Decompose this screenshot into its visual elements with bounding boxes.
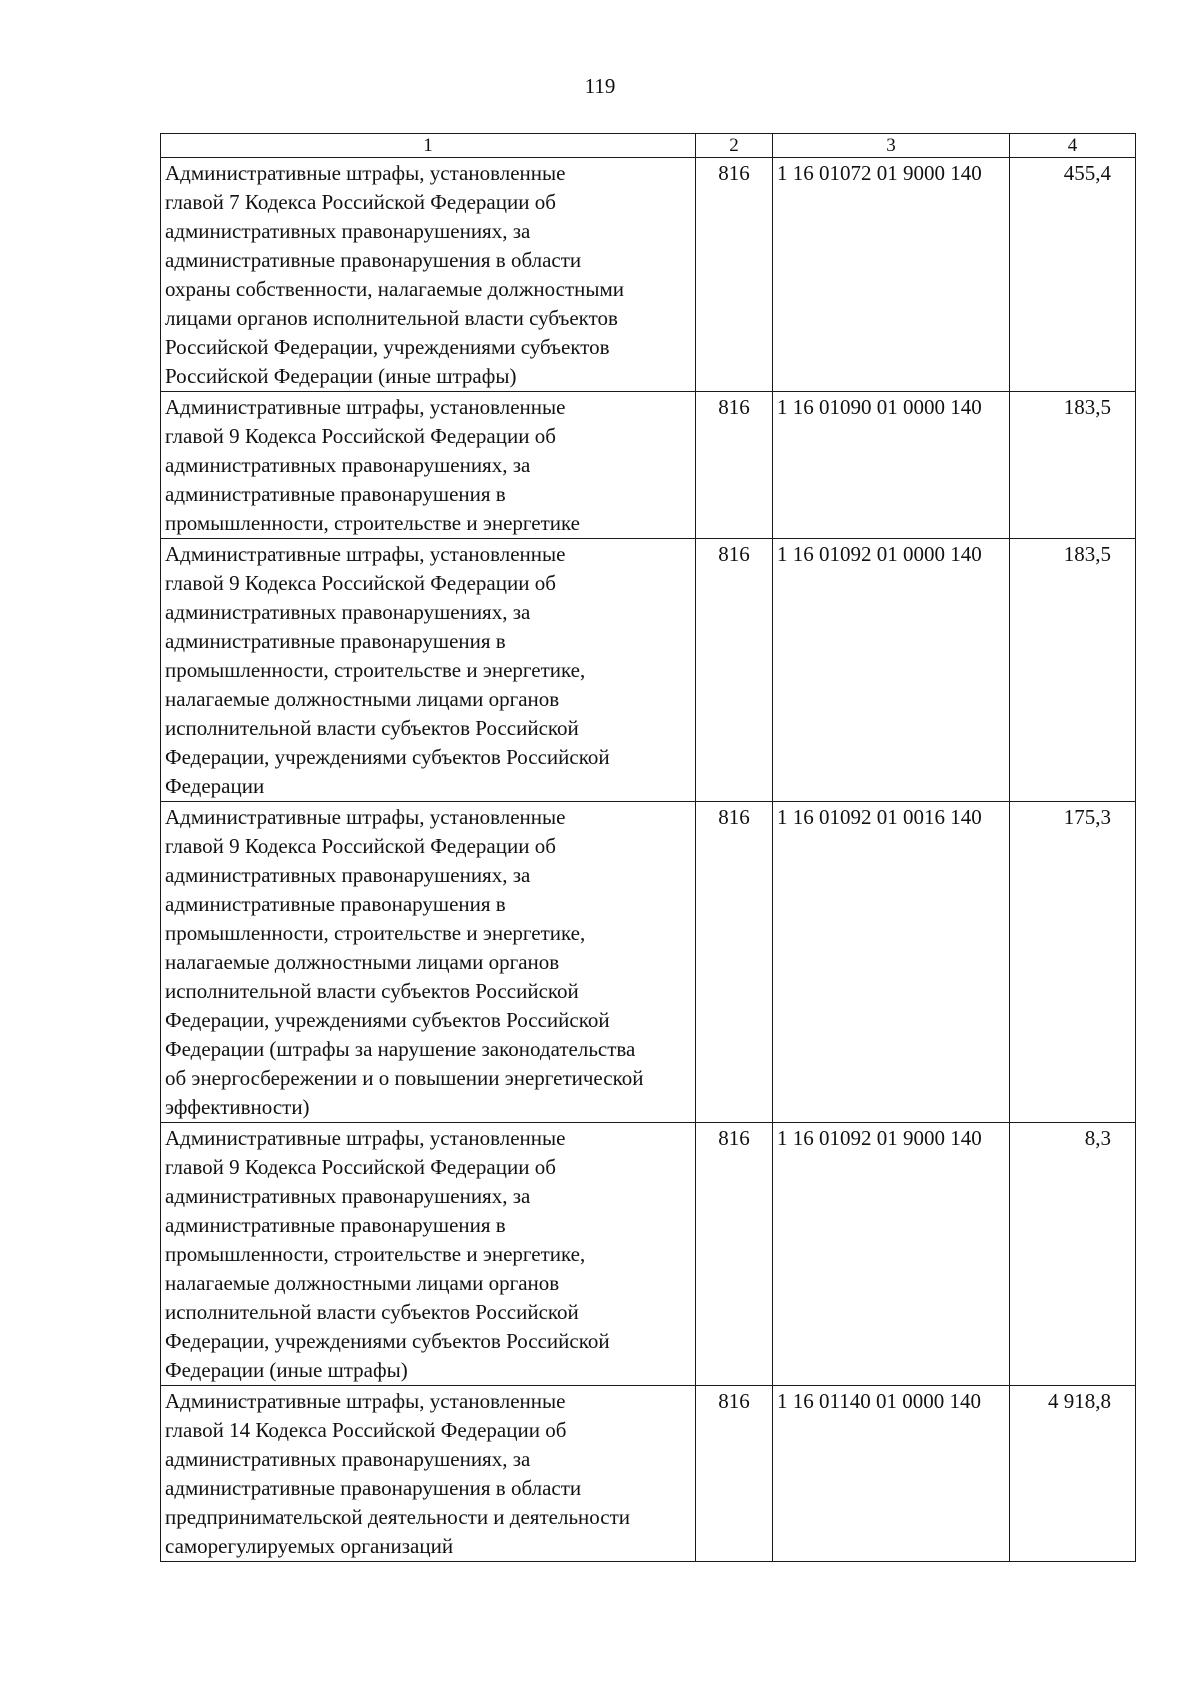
description-line: главой 14 Кодекса Российской Федерации об [165,1418,567,1442]
row-description [161,392,696,539]
column-header-4: 4 [1010,134,1136,158]
table-row [161,158,1136,392]
description-line: промышленности, строительстве и энергетике, [165,658,586,682]
column-header-3: 3 [773,134,1010,158]
description-line: промышленности, строительстве и энергетике [165,511,580,535]
description-line: исполнительной власти субъектов Российской [165,1300,579,1324]
row-amount: 183,5 [1010,539,1136,802]
description-line: административных правонарушениях, за [165,219,531,243]
row-budget-code: 1 16 01092 01 0000 140 [773,539,1010,802]
row-amount: 455,4 [1010,158,1136,392]
description-line: административные правонарушения в области [165,248,582,272]
description-line: административные правонарушения в [165,629,506,653]
description-line: главой 9 Кодекса Российской Федерации об [165,834,556,858]
description-line: административные правонарушения в [165,892,506,916]
table-header-row [161,134,1136,158]
row-amount: 183,5 [1010,392,1136,539]
description-line: Российской Федерации, учреждениями субъектов [165,335,610,359]
description-line: Федерации, учреждениями субъектов Российской [165,1008,610,1032]
description-line: главой 9 Кодекса Российской Федерации об [165,424,556,448]
description-line: исполнительной власти субъектов Российской [165,716,579,740]
budget-table [160,133,1136,1562]
description-line: административные правонарушения в [165,1213,506,1237]
description-line: промышленности, строительстве и энергетике, [165,921,586,945]
description-line: административных правонарушениях, за [165,1184,531,1208]
description-line: административных правонарушениях, за [165,1447,531,1471]
description-line: административные правонарушения в области [165,1476,582,1500]
description-line: Российской Федерации (иные штрафы) [165,364,517,388]
table-row [161,1386,1136,1562]
row-admin-code: 816 [696,1386,773,1562]
row-budget-code: 1 16 01092 01 9000 140 [773,1123,1010,1386]
row-description [161,158,696,392]
row-budget-code: 1 16 01090 01 0000 140 [773,392,1010,539]
description-line: административные правонарушения в [165,482,506,506]
description-line: Административные штрафы, установленные [165,542,566,566]
description-line: промышленности, строительстве и энергетике, [165,1242,586,1266]
row-description [161,1123,696,1386]
description-line: Федерации, учреждениями субъектов Российской [165,1329,610,1353]
description-line: охраны собственности, налагаемые должностными [165,277,625,301]
row-description [161,802,696,1123]
row-admin-code: 816 [696,539,773,802]
column-header-1: 1 [161,134,696,158]
description-line: главой 9 Кодекса Российской Федерации об [165,571,556,595]
description-line: исполнительной власти субъектов Российской [165,979,579,1003]
description-line: налагаемые должностными лицами органов [165,1271,560,1295]
row-admin-code: 816 [696,802,773,1123]
description-line: Административные штрафы, установленные [165,395,566,419]
row-admin-code: 816 [696,392,773,539]
description-line: Административные штрафы, установленные [165,1126,566,1150]
row-budget-code: 1 16 01140 01 0000 140 [773,1386,1010,1562]
description-line: лицами органов исполнительной власти субъектов [165,306,618,330]
description-line: эффективности) [165,1095,310,1119]
row-amount: 4 918,8 [1010,1386,1136,1562]
table-row [161,539,1136,802]
description-line: Федерации (штрафы за нарушение законодательства [165,1037,636,1061]
description-line: административных правонарушениях, за [165,600,531,624]
row-amount: 175,3 [1010,802,1136,1123]
description-line: Федерации (иные штрафы) [165,1358,408,1382]
table-row [161,802,1136,1123]
table-row [161,392,1136,539]
row-admin-code: 816 [696,1123,773,1386]
row-admin-code: 816 [696,158,773,392]
description-line: налагаемые должностными лицами органов [165,687,560,711]
description-line: административных правонарушениях, за [165,863,531,887]
row-description [161,1386,696,1562]
description-line: административных правонарушениях, за [165,453,531,477]
description-line: Федерации [165,774,265,798]
description-line: Административные штрафы, установленные [165,161,566,185]
description-line: Административные штрафы, установленные [165,1389,566,1413]
table-row [161,1123,1136,1386]
row-budget-code: 1 16 01092 01 0016 140 [773,802,1010,1123]
page-number: 119 [584,74,616,98]
row-description [161,539,696,802]
description-line: налагаемые должностными лицами органов [165,950,560,974]
description-line: Административные штрафы, установленные [165,805,566,829]
column-header-2: 2 [696,134,773,158]
description-line: главой 7 Кодекса Российской Федерации об [165,190,556,214]
row-amount: 8,3 [1010,1123,1136,1386]
description-line: об энергосбережении и о повышении энергетической [165,1066,644,1090]
row-budget-code: 1 16 01072 01 9000 140 [773,158,1010,392]
description-line: саморегулируемых организаций [165,1534,454,1558]
description-line: Федерации, учреждениями субъектов Российской [165,745,610,769]
description-line: предпринимательской деятельности и деятельности [165,1505,631,1529]
description-line: главой 9 Кодекса Российской Федерации об [165,1155,556,1179]
